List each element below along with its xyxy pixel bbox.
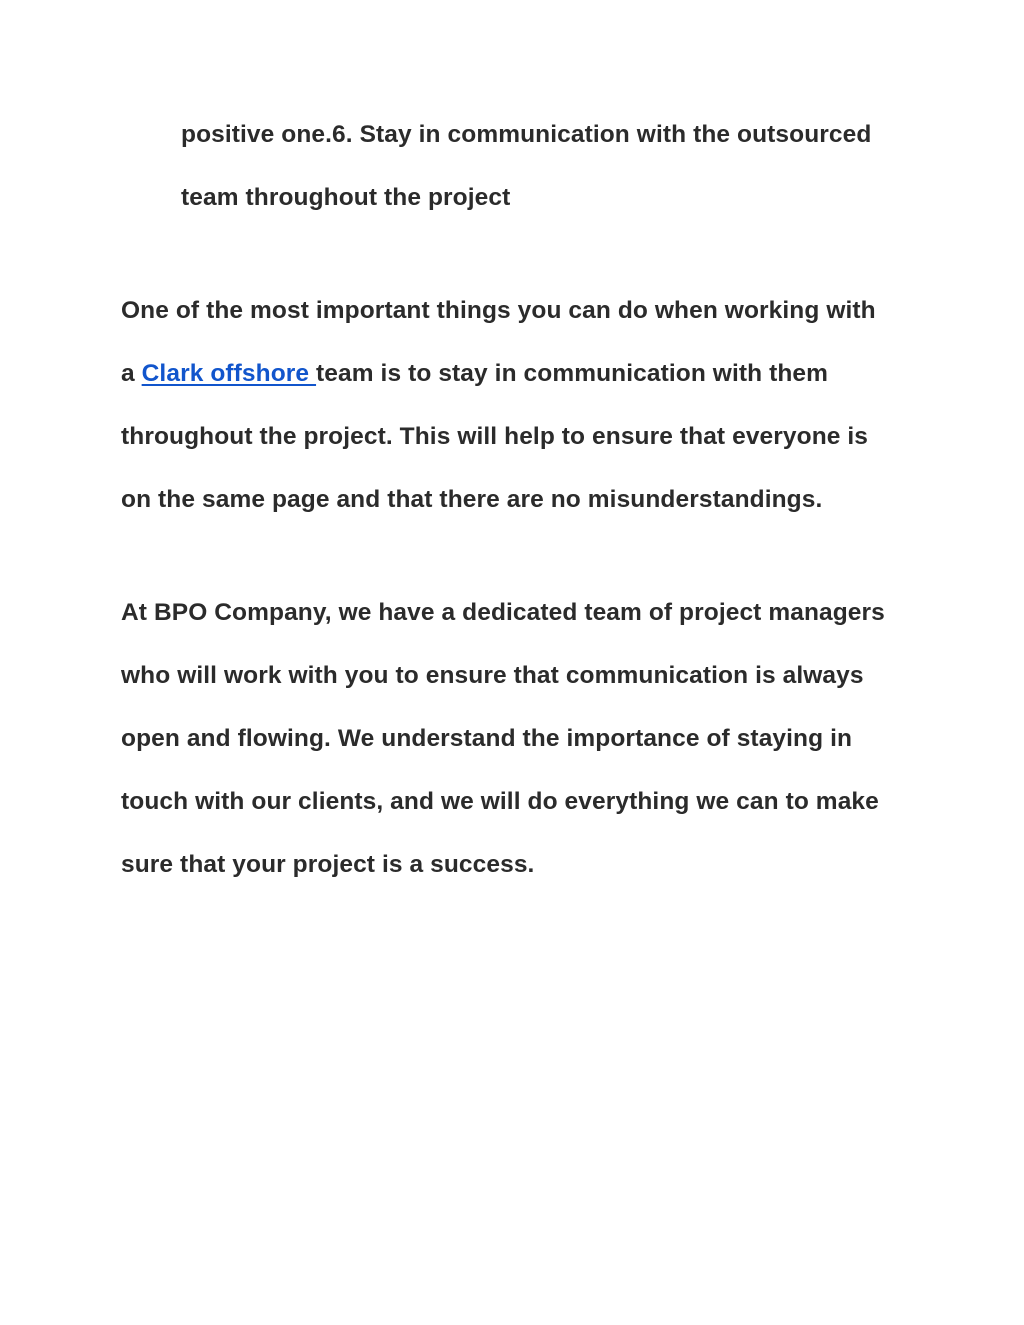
text-segment: a bbox=[121, 360, 142, 387]
text-line: who will work with you to ensure that communication is always bbox=[121, 662, 864, 689]
clark-offshore-link[interactable]: Clark offshore bbox=[141, 360, 317, 387]
text-line: open and flowing. We understand the importance of staying in bbox=[121, 725, 853, 752]
text-line: throughout the project. This will help to ensure that everyone is bbox=[121, 423, 869, 450]
text-line: touch with our clients, and we will do everything we can to make bbox=[121, 788, 879, 815]
text-line: sure that your project is a success. bbox=[121, 851, 535, 878]
text-line: on the same page and that there are no misunderstandings. bbox=[121, 486, 823, 513]
text-line: At BPO Company, we have a dedicated team of project managers bbox=[121, 599, 885, 626]
text-segment: team is to stay in communication with them bbox=[316, 360, 829, 387]
text-line: One of the most important things you can do when working with bbox=[121, 297, 876, 324]
text-line-with-link bbox=[121, 359, 828, 389]
text-line: team throughout the project bbox=[181, 184, 511, 211]
text-line: positive one.6. Stay in communication with the outsourced bbox=[181, 121, 872, 148]
